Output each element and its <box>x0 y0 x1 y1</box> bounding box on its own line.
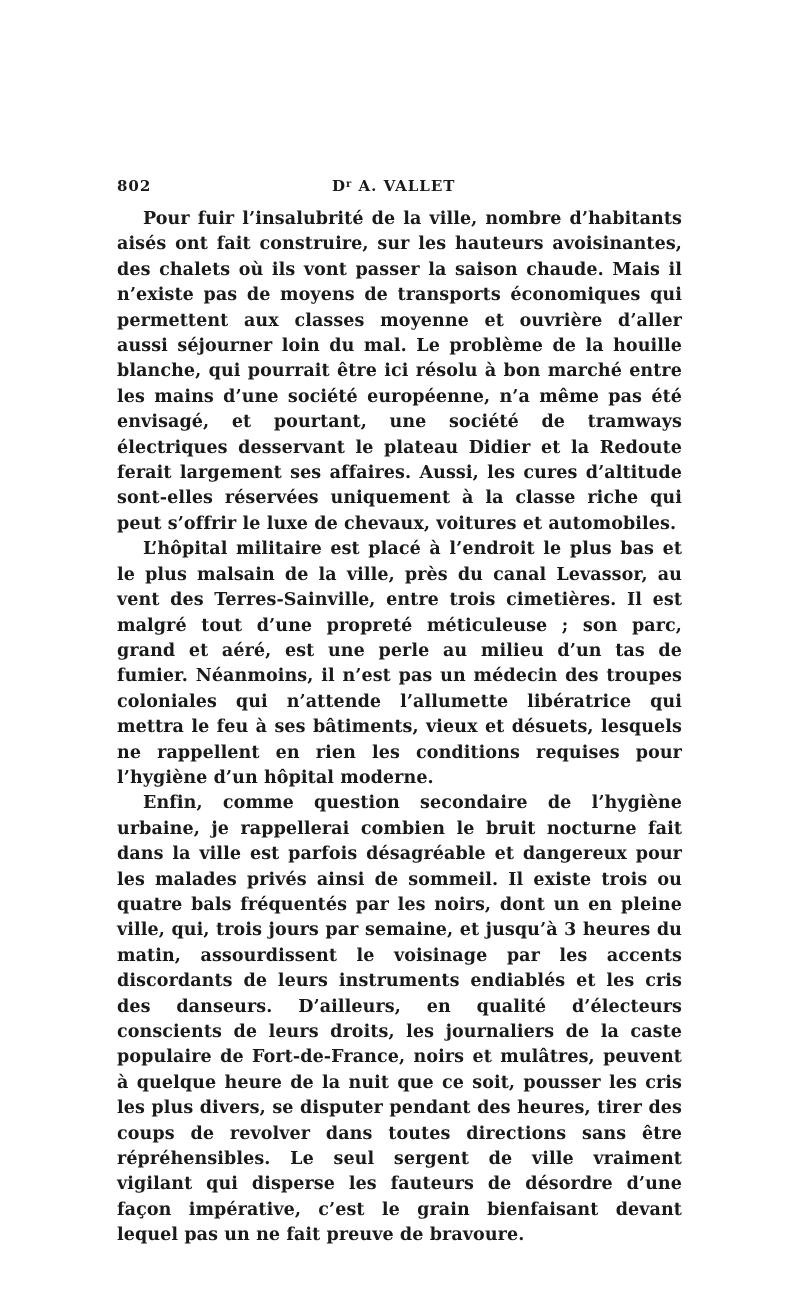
paragraph-bruit: Enfin, comme question secondaire de l’hygiène urbaine, je rappellerai combien le bruit nocturne fait dans la ville est parfois désagréable et dangereux pour les malades privés ainsi de sommeil. Il existe trois ou quatre bals fréquentés par les noirs, dont un en pleine ville, qui, trois jours par semaine, et jusqu’à 3 heures du matin, assourdissent le voisinage par les accents discordants de leurs instruments endiablés et les cris des danseurs. D’ailleurs, en qualité d’électeurs conscients de leurs droits, les journaliers de la caste populaire de Fort-de-France, noirs et mulâtres, peuvent à quelque heure de la nuit que ce soit, pousser les cris les plus divers, se disputer pendant des heures, tirer des coups de revolver dans toutes directions sans être répréhensibles. Le seul sergent de ville vraiment vigilant qui disperse les fauteurs de désordre d’une façon impérative, c’est le grain bienfaisant devant lequel pas un ne fait preuve de bravoure. <box>117 793 682 1246</box>
paragraph-transports: Pour fuir l’insalubrité de la ville, nombre d’habitants aisés ont fait construire, sur les hauteurs avoisinantes, des chalets où ils vont passer la saison chaude. Mais il n’existe pas de moyens de transports économiques qui permettent aux classes moyenne et ouvrière d’aller aussi séjourner loin du mal. Le problème de la houille blanche, qui pourrait être ici résolu à bon marché entre les mains d’une société européenne, n’a même pas été envisagé, et pourtant, une société de tramways électriques desservant le plateau Didier et la Redoute ferait largement ses affaires. Aussi, les cures d’altitude sont-elles réservées uniquement à la classe riche qui peut s’offrir le luxe de chevaux, voitures et automobiles. <box>117 209 682 534</box>
paragraph-hopital: L’hôpital militaire est placé à l’endroit le plus bas et le plus malsain de la ville, près du canal Levassor, au vent des Terres-Sainville, entre trois cimetières. Il est malgré tout d’une propreté méticuleuse ; son parc, grand et aéré, est une perle au milieu d’un tas de fumier. Néanmoins, il n’est pas un médecin des troupes coloniales qui n’attende l’allumette libératrice qui mettra le feu à ses bâtiments, vieux et désuets, lesquels ne rappellent en rien les conditions requises pour l’hygiène d’un hôpital moderne. <box>117 539 682 788</box>
author-prefix-sup: r <box>346 179 353 190</box>
author-prefix: D <box>332 177 347 195</box>
page-number: 802 <box>117 177 152 195</box>
page-header <box>117 177 682 197</box>
body-text <box>117 207 682 1249</box>
author-name: A. VALLET <box>358 177 456 195</box>
running-head <box>332 177 455 195</box>
